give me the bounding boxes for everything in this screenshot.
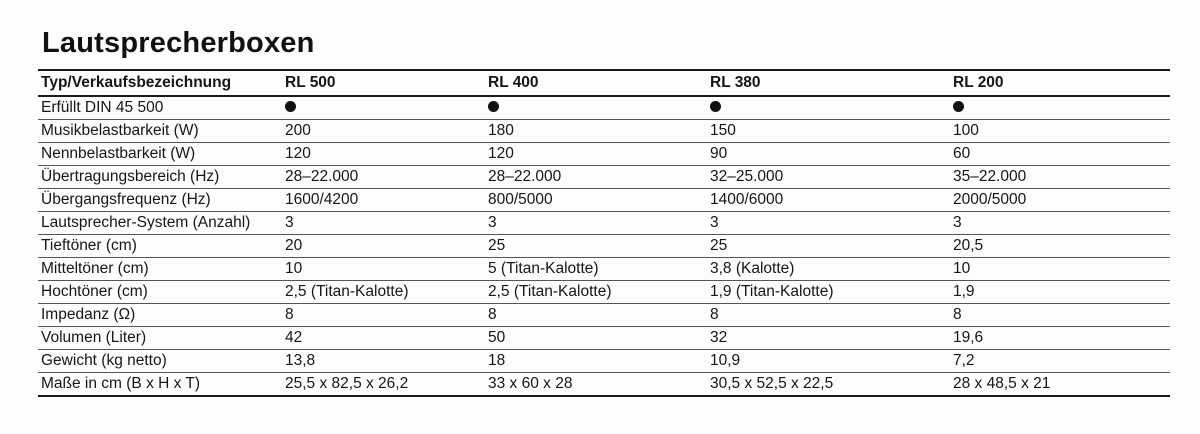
table-cell: 25 [485, 235, 707, 258]
row-label: Musikbelastbarkeit (W) [38, 120, 282, 143]
row-label: Tieftöner (cm) [38, 235, 282, 258]
table-cell: 20,5 [950, 235, 1170, 258]
filled-dot-icon [488, 101, 499, 112]
table-cell: 3 [485, 212, 707, 235]
table-cell: 7,2 [950, 350, 1170, 373]
table-cell: 18 [485, 350, 707, 373]
table-cell: 150 [707, 120, 950, 143]
table-cell: 180 [485, 120, 707, 143]
row-label: Hochtöner (cm) [38, 281, 282, 304]
table-cell: 90 [707, 143, 950, 166]
table-cell: 3 [707, 212, 950, 235]
table-cell: 28–22.000 [485, 166, 707, 189]
table-row [38, 235, 1170, 258]
table-cell [282, 96, 485, 120]
table-cell: 19,6 [950, 327, 1170, 350]
row-label: Übergangsfrequenz (Hz) [38, 189, 282, 212]
row-label: Mitteltöner (cm) [38, 258, 282, 281]
table-row [38, 166, 1170, 189]
table-row [38, 258, 1170, 281]
table-row [38, 350, 1170, 373]
table-cell: 5 (Titan-Kalotte) [485, 258, 707, 281]
table-cell: 25,5 x 82,5 x 26,2 [282, 373, 485, 397]
table-cell: 1600/4200 [282, 189, 485, 212]
column-header-rl380: RL 380 [707, 70, 950, 96]
table-row [38, 212, 1170, 235]
table-cell: 35–22.000 [950, 166, 1170, 189]
table-body [38, 96, 1170, 396]
table-cell: 50 [485, 327, 707, 350]
table-cell: 25 [707, 235, 950, 258]
table-cell: 3,8 (Kalotte) [707, 258, 950, 281]
table-row [38, 304, 1170, 327]
column-header-type: Typ/Verkaufsbezeichnung [38, 70, 282, 96]
table-cell: 200 [282, 120, 485, 143]
page-title: Lautsprecherboxen [42, 27, 315, 59]
table-cell: 32 [707, 327, 950, 350]
table-cell: 30,5 x 52,5 x 22,5 [707, 373, 950, 397]
row-label: Gewicht (kg netto) [38, 350, 282, 373]
table-header-row [38, 70, 1170, 96]
column-header-rl200: RL 200 [950, 70, 1170, 96]
table-cell: 8 [485, 304, 707, 327]
table-cell: 28–22.000 [282, 166, 485, 189]
table-row [38, 120, 1170, 143]
table-row [38, 373, 1170, 397]
speaker-spec-table [38, 69, 1170, 397]
table-cell: 2,5 (Titan-Kalotte) [282, 281, 485, 304]
table-cell: 10 [282, 258, 485, 281]
table-cell [950, 96, 1170, 120]
column-header-rl400: RL 400 [485, 70, 707, 96]
filled-dot-icon [710, 101, 721, 112]
table-cell: 28 x 48,5 x 21 [950, 373, 1170, 397]
row-label: Volumen (Liter) [38, 327, 282, 350]
filled-dot-icon [953, 101, 964, 112]
table-cell: 8 [707, 304, 950, 327]
table-cell: 1,9 [950, 281, 1170, 304]
table-cell: 10,9 [707, 350, 950, 373]
row-label: Impedanz (Ω) [38, 304, 282, 327]
table-cell: 3 [282, 212, 485, 235]
table-row [38, 189, 1170, 212]
table-cell: 32–25.000 [707, 166, 950, 189]
row-label: Lautsprecher-System (Anzahl) [38, 212, 282, 235]
table-row [38, 281, 1170, 304]
table-cell: 33 x 60 x 28 [485, 373, 707, 397]
table-cell: 3 [950, 212, 1170, 235]
table-row [38, 143, 1170, 166]
row-label: Erfüllt DIN 45 500 [38, 96, 282, 120]
table-cell [707, 96, 950, 120]
table-cell: 800/5000 [485, 189, 707, 212]
table-cell: 42 [282, 327, 485, 350]
table-cell: 20 [282, 235, 485, 258]
column-header-rl500: RL 500 [282, 70, 485, 96]
table-cell: 120 [485, 143, 707, 166]
table-cell: 2,5 (Titan-Kalotte) [485, 281, 707, 304]
table-cell: 2000/5000 [950, 189, 1170, 212]
table-cell: 100 [950, 120, 1170, 143]
table-cell: 8 [282, 304, 485, 327]
table-cell: 1400/6000 [707, 189, 950, 212]
table-cell: 1,9 (Titan-Kalotte) [707, 281, 950, 304]
table-cell: 13,8 [282, 350, 485, 373]
row-label: Übertragungsbereich (Hz) [38, 166, 282, 189]
filled-dot-icon [285, 101, 296, 112]
table-row [38, 96, 1170, 120]
table-cell [485, 96, 707, 120]
table-row [38, 327, 1170, 350]
row-label: Maße in cm (B x H x T) [38, 373, 282, 397]
table-cell: 60 [950, 143, 1170, 166]
table-cell: 8 [950, 304, 1170, 327]
table-cell: 120 [282, 143, 485, 166]
row-label: Nennbelastbarkeit (W) [38, 143, 282, 166]
table-cell: 10 [950, 258, 1170, 281]
